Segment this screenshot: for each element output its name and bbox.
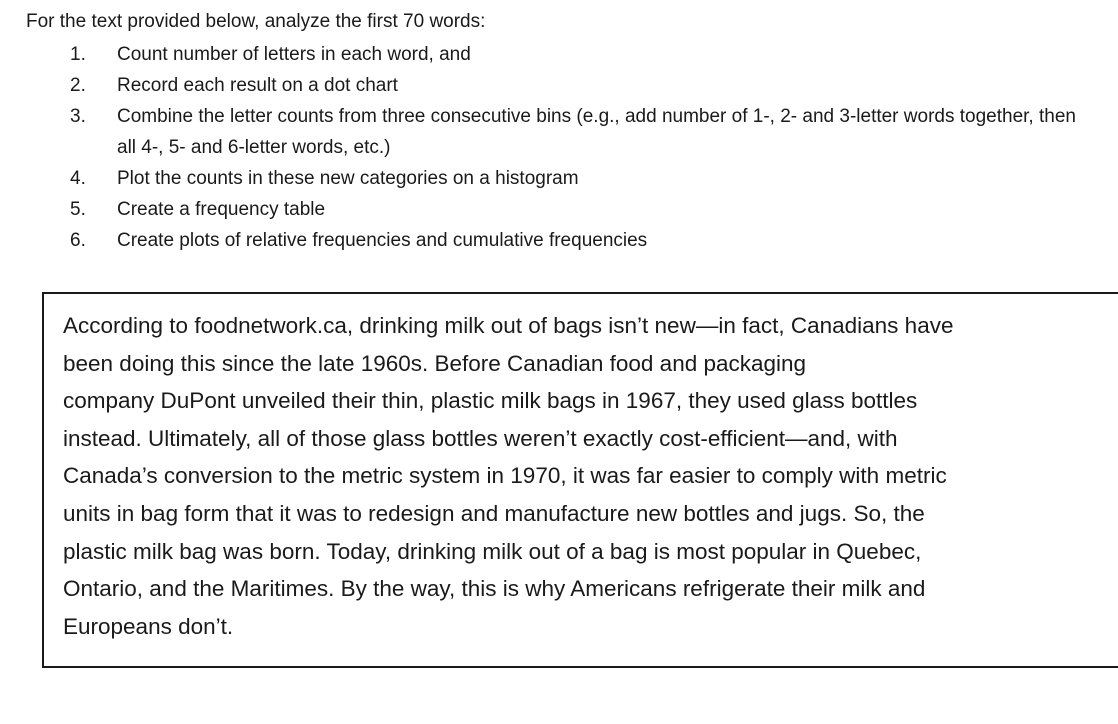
step-text: Record each result on a dot chart [117, 75, 398, 96]
passage-line: According to foodnetwork.ca, drinking milk out of bags isn’t new—in fact, Canadians have [63, 313, 954, 338]
step-number: 4. [70, 168, 86, 189]
instruction-step [0, 225, 1118, 256]
instruction-step [0, 70, 1118, 101]
step-text: Create a frequency table [117, 199, 326, 220]
step-text: Count number of letters in each word, and [117, 44, 471, 65]
step-number: 6. [70, 230, 86, 251]
passage-line: Ontario, and the Maritimes. By the way, this is why Americans refrigerate their milk and [63, 576, 926, 602]
step-number: 1. [70, 44, 86, 65]
step-number: 5. [70, 199, 86, 220]
instruction-step [0, 163, 1118, 194]
step-text: Combine the letter counts from three consecutive bins (e.g., add number of 1-, 2- and 3-letter words together, then all 4-, 5- and 6-letter words, etc.) [117, 106, 1076, 158]
passage-line: Canada’s conversion to the metric system in 1970, it was far easier to comply with metric [63, 463, 947, 489]
passage-box [42, 292, 1118, 668]
step-text: Plot the counts in these new categories on a histogram [117, 168, 579, 189]
passage-line: been doing this since the late 1960s. Before Canadian food and packaging [63, 350, 807, 376]
passage-line: company DuPont unveiled their thin, plastic milk bags in 1967, they used glass bottles [63, 388, 918, 414]
instructions-intro: For the text provided below, analyze the first 70 words: [26, 11, 486, 32]
step-text: Create plots of relative frequencies and cumulative frequencies [117, 230, 648, 251]
passage-line: plastic milk bag was born. Today, drinking milk out of a bag is most popular in Quebec, [63, 538, 922, 564]
instruction-step [0, 39, 1118, 70]
step-number: 3. [70, 106, 86, 127]
passage-line: instead. Ultimately, all of those glass bottles weren’t exactly cost-efficient—and, with [63, 425, 898, 451]
instruction-steps [0, 39, 1118, 256]
passage-line: Europeans don’t. [63, 613, 234, 639]
step-number: 2. [70, 75, 86, 96]
instruction-step [0, 194, 1118, 225]
passage-line: units in bag form that it was to redesign and manufacture new bottles and jugs. So, the [63, 500, 925, 526]
instruction-step [0, 101, 1118, 163]
